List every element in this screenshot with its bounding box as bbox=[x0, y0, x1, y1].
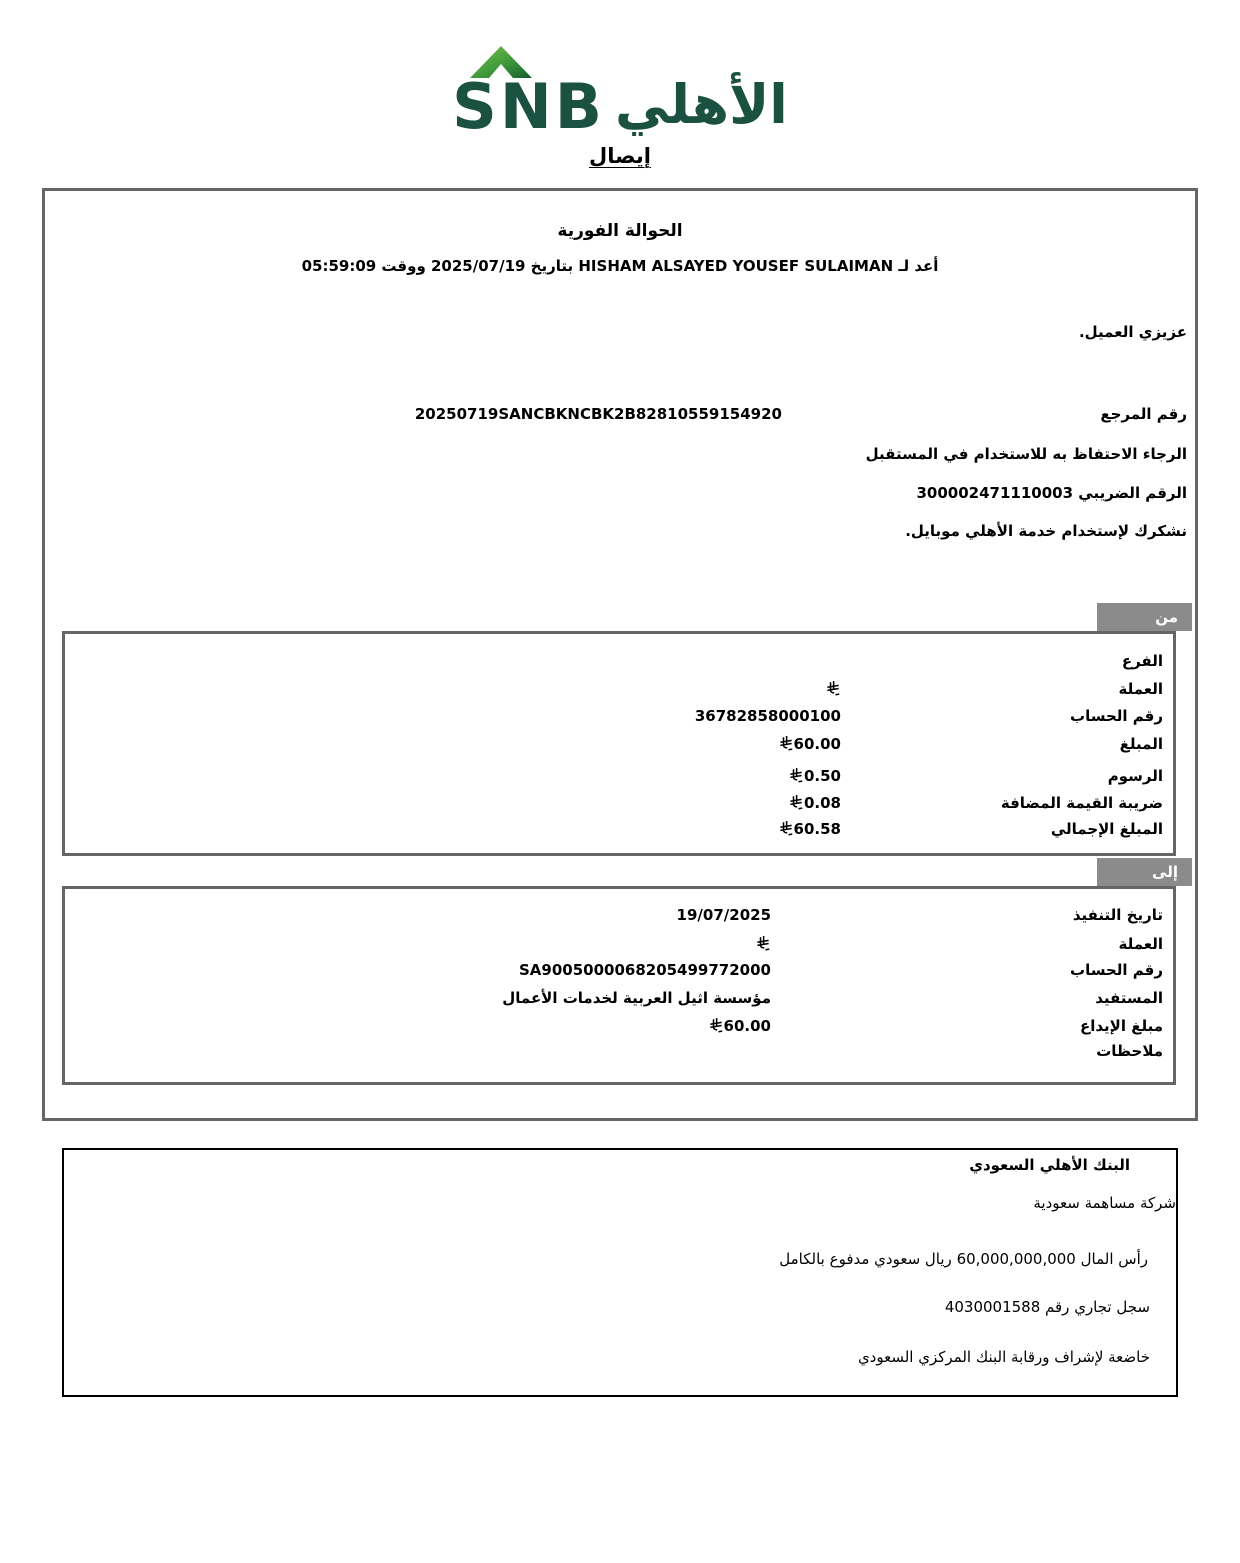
total-value: 60.58 bbox=[779, 820, 841, 838]
currency-value bbox=[826, 680, 841, 698]
saudi-riyal-icon bbox=[709, 1018, 723, 1033]
beneficiary-value: مؤسسة اثيل العربية لخدمات الأعمال bbox=[502, 989, 771, 1007]
amount-label: المبلغ bbox=[1119, 735, 1163, 753]
account-value: 36782858000100 bbox=[694, 707, 841, 725]
snb-wordmark bbox=[452, 44, 605, 143]
account-value: SA9005000068205499772000 bbox=[518, 961, 771, 979]
saudi-riyal-icon bbox=[756, 936, 770, 951]
receipt-box bbox=[42, 188, 1198, 1121]
bank-name: البنك الأهلي السعودي bbox=[969, 1156, 1130, 1174]
snb-logo-text: SNB bbox=[452, 70, 605, 143]
amount-value: 60.00 bbox=[779, 735, 841, 753]
notes-label: ملاحظات bbox=[1096, 1042, 1163, 1060]
from-section-tab: من bbox=[1097, 603, 1192, 631]
to-section-tab: إلى bbox=[1097, 858, 1192, 886]
thanks-line: نشكرك لإستخدام خدمة الأهلي موبايل. bbox=[905, 522, 1187, 540]
currency-label: العملة bbox=[1118, 935, 1163, 953]
reference-label: رقم المرجع bbox=[1100, 405, 1187, 423]
from-section-box bbox=[62, 631, 1176, 856]
keep-note-line: الرجاء الاحتفاظ به للاستخدام في المستقبل bbox=[865, 445, 1187, 463]
total-label: المبلغ الإجمالي bbox=[1050, 820, 1163, 838]
greeting-line: عزيزي العميل. bbox=[1078, 323, 1187, 341]
fees-value: 0.50 bbox=[789, 767, 841, 785]
vat-value: 0.08 bbox=[789, 794, 841, 812]
snb-chevron-icon bbox=[468, 42, 534, 80]
prepared-line: أعد لـ HISHAM ALSAYED YOUSEF SULAIMAN بتاريخ 2025/07/19 ووقت 05:59:09 bbox=[301, 257, 939, 275]
account-label: رقم الحساب bbox=[1070, 961, 1163, 979]
saudi-riyal-icon bbox=[779, 821, 793, 836]
supervision-line: خاضعة لإشراف ورقابة البنك المركزي السعودي bbox=[857, 1348, 1150, 1366]
to-section-box bbox=[62, 886, 1176, 1085]
exec-date-value: 19/07/2025 bbox=[676, 906, 771, 924]
currency-label: العملة bbox=[1118, 680, 1163, 698]
alahli-logo-text: الأهلي bbox=[614, 73, 788, 136]
account-label: رقم الحساب bbox=[1070, 707, 1163, 725]
exec-date-label: تاريخ التنفيذ bbox=[1072, 906, 1163, 924]
fees-label: الرسوم bbox=[1107, 767, 1163, 785]
transfer-type-title: الحوالة الفورية bbox=[557, 221, 683, 241]
commercial-register-line: سجل تجاري رقم 4030001588 bbox=[944, 1298, 1150, 1316]
deposit-value: 60.00 bbox=[709, 1017, 771, 1035]
saudi-riyal-icon bbox=[789, 795, 803, 810]
page-title: إيصال bbox=[589, 144, 651, 168]
branch-label: الفرع bbox=[1121, 652, 1163, 670]
tax-number-line: الرقم الضريبي 300002471110003 bbox=[916, 484, 1187, 502]
saudi-riyal-icon bbox=[779, 736, 793, 751]
vat-label: ضريبة القيمة المضافة bbox=[1000, 794, 1163, 812]
deposit-label: مبلغ الإيداع bbox=[1080, 1017, 1163, 1035]
capital-line: رأس المال 60,000,000,000 ريال سعودي مدفوع بالكامل bbox=[779, 1250, 1148, 1268]
currency-value bbox=[756, 935, 771, 953]
reference-value: 20250719SANCBKNCBK2B82810559154920 bbox=[414, 405, 782, 423]
saudi-riyal-icon bbox=[826, 681, 840, 696]
beneficiary-label: المستفيد bbox=[1095, 989, 1163, 1007]
bank-logo bbox=[0, 44, 1240, 143]
bank-info-box bbox=[62, 1148, 1178, 1397]
company-type-line: شركة مساهمة سعودية bbox=[1033, 1194, 1176, 1212]
saudi-riyal-icon bbox=[789, 768, 803, 783]
